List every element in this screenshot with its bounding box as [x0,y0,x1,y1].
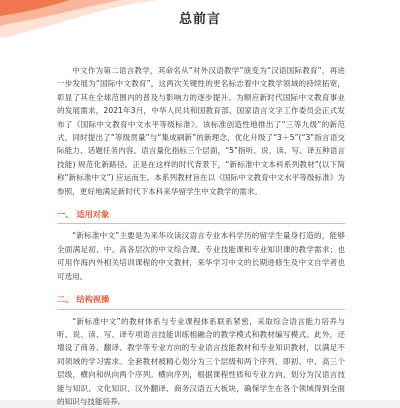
section-heading-text: 结构视操 [76,293,109,306]
section-heading-text: 适用对象 [76,208,109,221]
section-paragraph: “新标准中文”的教材体系与专业课程体系联系紧密，采取综合语言能力培养与听、说、读、写、译专项语言技能训练相融合的教学模式和教材编写模式。此外，还增设了商务、翻译、教学等专业方向的专业语言技能教材和专业知识教材，以满足不同领域的学习需求。全套教材被精心划分为三个层级和两个序列，即初、中、高三个层级，横向和纵向两个序列。横向序列，根据课程性质和专业方向，划分为汉语言技能与知识、文化知识、汉外翻译、商务汉语五大板块，确保学生在各个领域得到全面的知识与技能培养。 [57,315,345,408]
section-divider [57,309,345,310]
section-heading-structure [57,293,345,309]
page-title: 总前言 [0,8,400,27]
section-heading-audience [57,208,345,224]
section-paragraph: “新标准中文”主要是为来华攻读汉语言专业本科学历的留学生量身打造的，能够全面满足初、中、高各层次的中文综合课、专业技能课和专业知识课的教学需求；也可用作海内外相关培训课程的中文教材，来华学习中文的长期进修生及中文自学者也可选用。 [57,229,345,283]
section-divider [57,223,345,224]
section-number: 二、 [57,293,73,306]
section-number: 一、 [57,208,73,221]
intro-paragraph: 中文作为第二语言教学，其命名从“对外汉语教学”演变为“汉语国际教育”，再进一步发展为“国际中文教育”，这两次关键性的更名标志着中文教学领域的持续拓宽，彰显了其在全球范围内的普及与影响力的逐步提升。为顺应新时代国际中文教育事业的发展需求，2021年3月，中华人民共和国教育部、国家语言文字工作委员会正式发布了《国际中文教育中文水平等级标准》。该标准创造性地推出了“三等九级”的新范式，同时提出了“等级贯量”与“集成刷新”的新理念，优化升级了“3＋5”(“3”指言语交际能力、话题任务内容、语言量化指标三个层面，“5”指听、说、读、写、译五种语言技能) 规范化新路径。正是在这样的时代背景下，“新标准中文本科系列教材”(以下简称“新标准中文”) 应运而生。本系列教材旨在以《国际中文教育中文水平等级标准》为参照，更好地满足新时代下本科来华留学生中文教学的需求。 [57,64,345,198]
document-body [57,64,345,408]
